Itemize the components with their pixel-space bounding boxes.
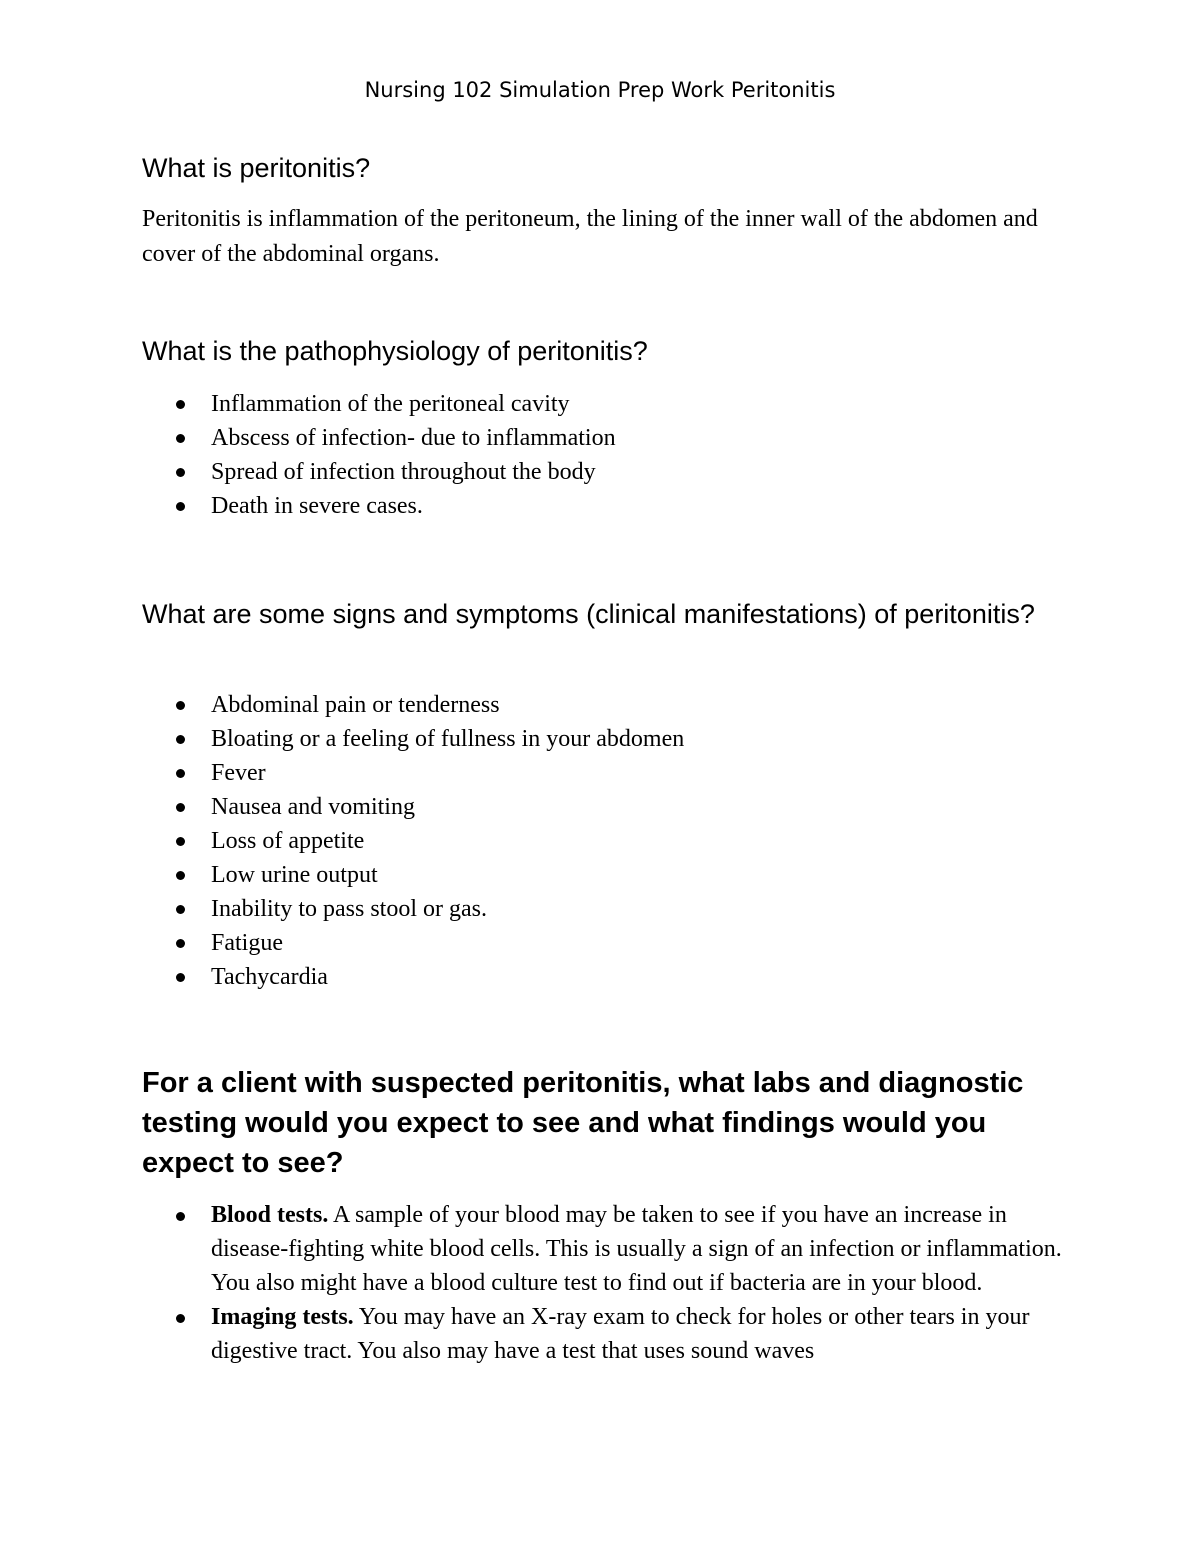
- list-item: [142, 960, 1062, 994]
- list-item-text: Inflammation of the peritoneal cavity: [211, 391, 570, 417]
- list-item-text: Bloating or a feeling of fullness in your abdomen: [211, 726, 685, 752]
- bullet-icon: [176, 468, 185, 477]
- list-item-text: Inability to pass stool or gas.: [211, 896, 487, 922]
- bullet-icon: [176, 905, 185, 914]
- bullet-icon: [176, 701, 185, 710]
- list-item: [142, 722, 1062, 756]
- list-item-text: Spread of infection throughout the body: [211, 459, 596, 485]
- definition-paragraph: Peritonitis is inflammation of the peritoneum, the lining of the inner wall of the abdomen and cover of the abdominal organs.: [142, 206, 1038, 267]
- list-item: [142, 421, 1062, 455]
- bullet-icon: [176, 1314, 185, 1323]
- list-item-text: Death in severe cases.: [211, 493, 423, 519]
- document-title: Nursing 102 Simulation Prep Work Peritonitis: [364, 78, 836, 102]
- bullet-icon: [176, 973, 185, 982]
- list-item: [142, 756, 1062, 790]
- list-item-text: Abdominal pain or tenderness: [211, 692, 500, 718]
- bullet-icon: [176, 837, 185, 846]
- bullet-icon: [176, 769, 185, 778]
- bullet-icon: [176, 400, 185, 409]
- list-item: [142, 688, 1062, 722]
- list-item: [142, 387, 1062, 421]
- list-item: [142, 1198, 1062, 1300]
- symptoms-list: [142, 688, 1062, 994]
- bullet-icon: [176, 434, 185, 443]
- list-item-text: Loss of appetite: [211, 828, 365, 854]
- list-item: [142, 1300, 1062, 1368]
- list-item: [142, 790, 1062, 824]
- list-item: [142, 926, 1062, 960]
- diagnostic-text: A sample of your blood may be taken to see if you have an increase in disease-fighting white blood cells. This is usually a sign of an infection or inflammation. You also might have a blood culture test to find out if bacteria are in your blood.: [211, 1202, 1062, 1296]
- list-item: [142, 892, 1062, 926]
- bullet-icon: [176, 502, 185, 511]
- list-item-text: Tachycardia: [211, 964, 328, 990]
- heading-symptoms: What are some signs and symptoms (clinical manifestations) of peritonitis?: [142, 599, 1035, 629]
- list-item: [142, 858, 1062, 892]
- heading-definition: What is peritonitis?: [142, 153, 371, 183]
- bullet-icon: [176, 735, 185, 744]
- diagnostic-label: Imaging tests.: [211, 1304, 354, 1330]
- diagnostics-list: [142, 1198, 1062, 1368]
- bullet-icon: [176, 1212, 185, 1221]
- diagnostic-label: Blood tests.: [211, 1202, 329, 1228]
- list-item-text: Abscess of infection- due to inflammation: [211, 425, 616, 451]
- list-item-text: Nausea and vomiting: [211, 794, 415, 820]
- list-item: [142, 824, 1062, 858]
- heading-diagnostics: For a client with suspected peritonitis, what labs and diagnostic testing would you expect to see and what findings would you expect to see?: [142, 1067, 1024, 1179]
- list-item-text: Fever: [211, 760, 266, 786]
- heading-pathophysiology: What is the pathophysiology of peritonitis?: [142, 336, 648, 366]
- bullet-icon: [176, 803, 185, 812]
- diagnostic-text: You may have an X-ray exam to check for holes or other tears in your digestive tract. You also may have a test that uses sound waves: [211, 1304, 1030, 1364]
- bullet-icon: [176, 939, 185, 948]
- list-item-text: Fatigue: [211, 930, 283, 956]
- bullet-icon: [176, 871, 185, 880]
- pathophysiology-list: [142, 387, 1062, 523]
- list-item: [142, 489, 1062, 523]
- list-item: [142, 455, 1062, 489]
- list-item-text: Low urine output: [211, 862, 378, 888]
